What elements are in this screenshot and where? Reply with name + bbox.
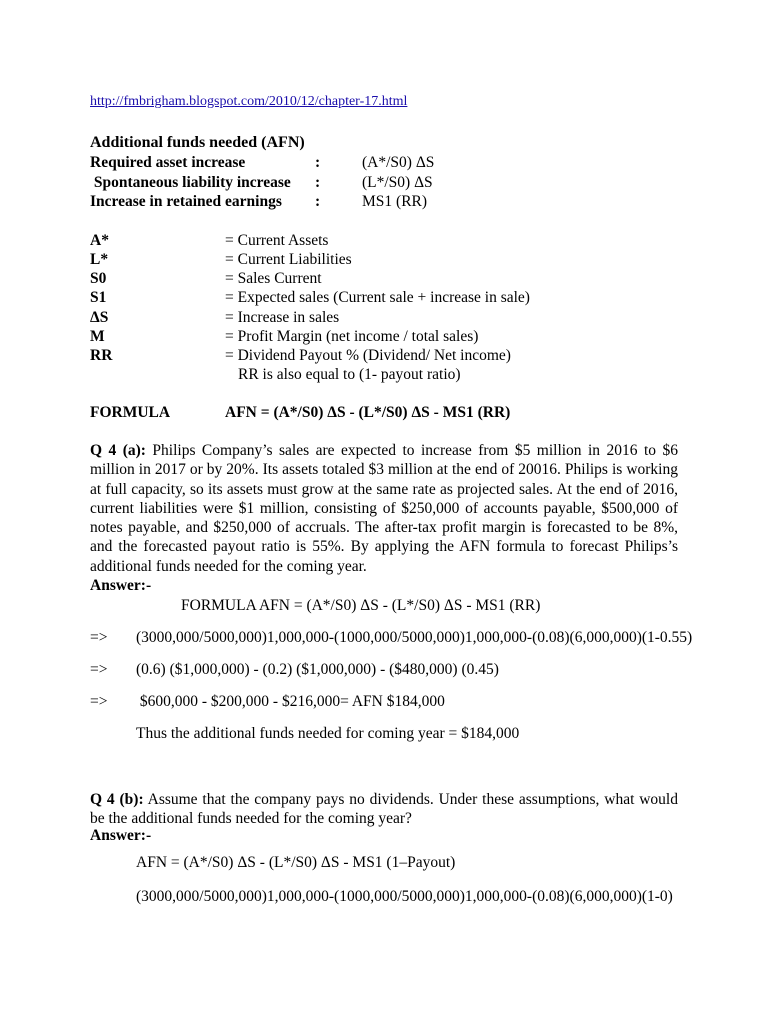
answer-formula: FORMULA AFN = (A*/S0) ΔS - (L*/S0) ΔS - MS1 (RR) (181, 597, 541, 614)
def-meaning: = Increase in sales (225, 309, 340, 326)
afn-row-label: Spontaneous liability increase (90, 174, 291, 191)
def-meaning: = Dividend Payout % (Dividend/ Net income) (225, 347, 511, 364)
question-text: Philips Company’s sales are expected to increase from $5 million in 2016 to $6 million in 2017 or by 20%. Its assets totaled $3 million at the end of 20016. Philips is working at full capacity, so its assets must grow at the same rate as projected sales. At the end of 2016, current liabilities were $1 million, consisting of $250,000 of accounts payable, $500,000 of notes payable, and $250,000 of accruals. The after-tax profit margin is forecasted to be 8%, and the forecasted payout ratio is 55%. By applying the AFN formula to forecast Philips’s additional funds needed for the coming year. (90, 442, 678, 575)
formula-label: FORMULA (90, 404, 171, 421)
answer-label: Answer:- (90, 827, 152, 844)
step-arrow: => (90, 661, 108, 678)
step-arrow: => (90, 693, 108, 710)
answer-label: Answer:- (90, 577, 152, 594)
def-symbol: L* (90, 251, 109, 268)
question-4b (90, 790, 678, 829)
question-text: Assume that the company pays no dividends. Under these assumptions, what would be the additional funds needed for the coming year? (90, 791, 678, 828)
def-meaning: = Profit Margin (net income / total sales) (225, 328, 479, 345)
def-meaning: = Current Assets (225, 232, 329, 249)
afn-row-label: Required asset increase (90, 154, 246, 171)
afn-row-value: (L*/S0) ΔS (362, 174, 433, 191)
step-arrow: => (90, 629, 108, 646)
step-text: (0.6) ($1,000,000) - (0.2) ($1,000,000) - ($480,000) (0.45) (136, 661, 499, 678)
rr-note: RR is also equal to (1- payout ratio) (238, 366, 461, 383)
step-text: (3000,000/5000,000)1,000,000-(1000,000/5000,000)1,000,000-(0.08)(6,000,000)(1-0) (136, 888, 673, 905)
answer-formula: AFN = (A*/S0) ΔS - (L*/S0) ΔS - MS1 (1–Payout) (136, 854, 456, 871)
def-symbol: A* (90, 232, 109, 249)
step-text: (3000,000/5000,000)1,000,000-(1000,000/5000,000)1,000,000-(0.08)(6,000,000)(1-0.55) (136, 629, 693, 646)
def-symbol: M (90, 328, 105, 345)
formula-text: AFN = (A*/S0) ΔS - (L*/S0) ΔS - MS1 (RR) (225, 404, 511, 421)
def-symbol: ΔS (90, 309, 109, 326)
afn-row-value: (A*/S0) ΔS (362, 154, 435, 171)
step-text: $600,000 - $200,000 - $216,000= AFN $184,000 (136, 693, 445, 710)
question-label: Q 4 (a): (90, 442, 146, 459)
afn-row-value: MS1 (RR) (362, 193, 428, 210)
afn-row-sep: : (315, 154, 321, 171)
conclusion: Thus the additional funds needed for coming year = $184,000 (136, 725, 520, 742)
afn-row-sep: : (315, 193, 321, 210)
afn-row-sep: : (315, 174, 321, 191)
afn-row-label: Increase in retained earnings (90, 193, 282, 210)
def-meaning: = Current Liabilities (225, 251, 352, 268)
question-label: Q 4 (b): (90, 791, 144, 808)
def-symbol: S0 (90, 270, 107, 287)
question-4a (90, 441, 678, 576)
def-meaning: = Expected sales (Current sale + increase in sale) (225, 289, 530, 306)
def-meaning: = Sales Current (225, 270, 322, 287)
def-symbol: S1 (90, 289, 107, 306)
afn-heading: Additional funds needed (AFN) (90, 134, 305, 151)
source-link[interactable]: http://fmbrigham.blogspot.com/2010/12/chapter-17.html (90, 94, 408, 109)
def-symbol: RR (90, 347, 113, 364)
